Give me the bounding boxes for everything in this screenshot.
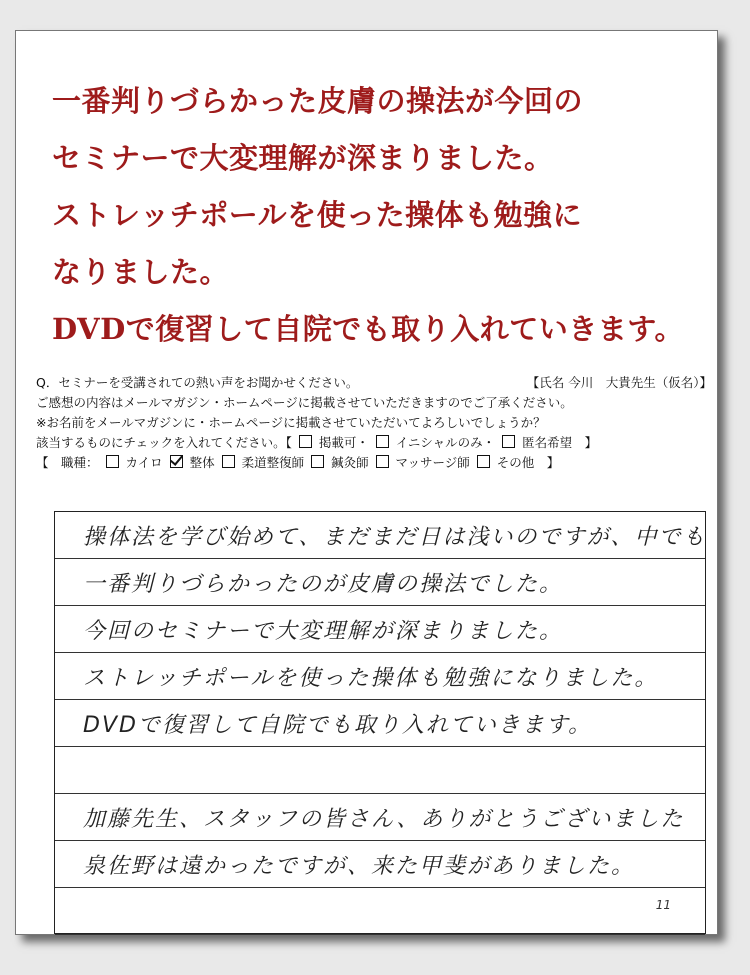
option-label: イニシャルのみ・ xyxy=(395,435,496,450)
option-label: 匿名希望 】 xyxy=(522,435,598,450)
answer-line xyxy=(55,747,705,794)
headline-line: 一番判りづらかった皮膚の操法が今回の xyxy=(52,84,584,118)
note-row xyxy=(36,413,716,433)
name-permission-note: ※お名前をメールマガジンに・ホームページに掲載させていただいてよろしいでしょうか？ xyxy=(36,415,546,430)
answer-line: DVDで復習して自院でも取り入れていきます。 xyxy=(55,700,705,747)
handwritten-answer-box xyxy=(54,511,706,934)
testimonial-sheet xyxy=(15,30,718,935)
checkbox-seitai[interactable] xyxy=(170,455,183,468)
signature-mark: 11 xyxy=(655,898,671,912)
note-row xyxy=(36,393,716,413)
headline-line: DVDで復習して自院でも取り入れていきます。 xyxy=(52,312,684,346)
checkbox-other[interactable] xyxy=(477,455,490,468)
checkbox-acupuncturist[interactable] xyxy=(311,455,324,468)
option-label: カイロ xyxy=(125,455,163,470)
question-row xyxy=(36,373,716,393)
headline-line: セミナーで大変理解が深まりました。 xyxy=(52,141,554,175)
answer-line: 操体法を学び始めて、まだまだ日は浅いのですが、中でも xyxy=(55,512,705,559)
option-label: 整体 xyxy=(189,455,215,470)
question-text: Q．セミナーを受講されての熱い声をお聞かせください。 xyxy=(36,375,359,390)
headline-line: ストレッチポールを使った操体も勉強に xyxy=(52,198,583,232)
checkbox-massage-therapist[interactable] xyxy=(376,455,389,468)
checkbox-initials-only[interactable] xyxy=(376,435,389,448)
answer-line: ストレッチポールを使った操体も勉強になりました。 xyxy=(55,653,705,700)
answer-line: 加藤先生、スタッフの皆さん、ありがとうございました xyxy=(55,794,705,841)
checkbox-chiro[interactable] xyxy=(106,455,119,468)
answer-line: 今回のセミナーで大変理解が深まりました。 xyxy=(55,606,705,653)
publish-note: ご感想の内容はメールマガジン・ホームページに掲載させていただきますのでご了承ください。 xyxy=(36,395,573,410)
occupation-prefix: 【 職種： xyxy=(36,455,99,470)
answer-line: 泉佐野は遠かったですが、来た甲斐がありました。 xyxy=(55,841,705,888)
occupation-row xyxy=(36,453,716,473)
checkbox-anonymous[interactable] xyxy=(502,435,515,448)
option-label: マッサージ師 xyxy=(395,455,470,470)
option-label: 掲載可・ xyxy=(318,435,369,450)
headline-line: なりました。 xyxy=(52,255,230,289)
option-label: 柔道整復師 xyxy=(241,455,305,470)
check-prompt: 該当するものにチェックを入れてください。【 xyxy=(36,435,292,450)
headline-quote xyxy=(52,73,712,358)
answer-line xyxy=(55,888,705,935)
option-label: その他 】 xyxy=(496,455,560,470)
name-field: 【氏名 今川 大貴先生（仮名）】 xyxy=(526,375,712,390)
answer-line: 一番判りづらかったのが皮膚の操法でした。 xyxy=(55,559,705,606)
publish-options-row xyxy=(36,433,716,453)
checkbox-judo-therapist[interactable] xyxy=(222,455,235,468)
survey-form-header xyxy=(36,373,716,473)
option-label: 鍼灸師 xyxy=(331,455,369,470)
checkbox-publish-ok[interactable] xyxy=(299,435,312,448)
